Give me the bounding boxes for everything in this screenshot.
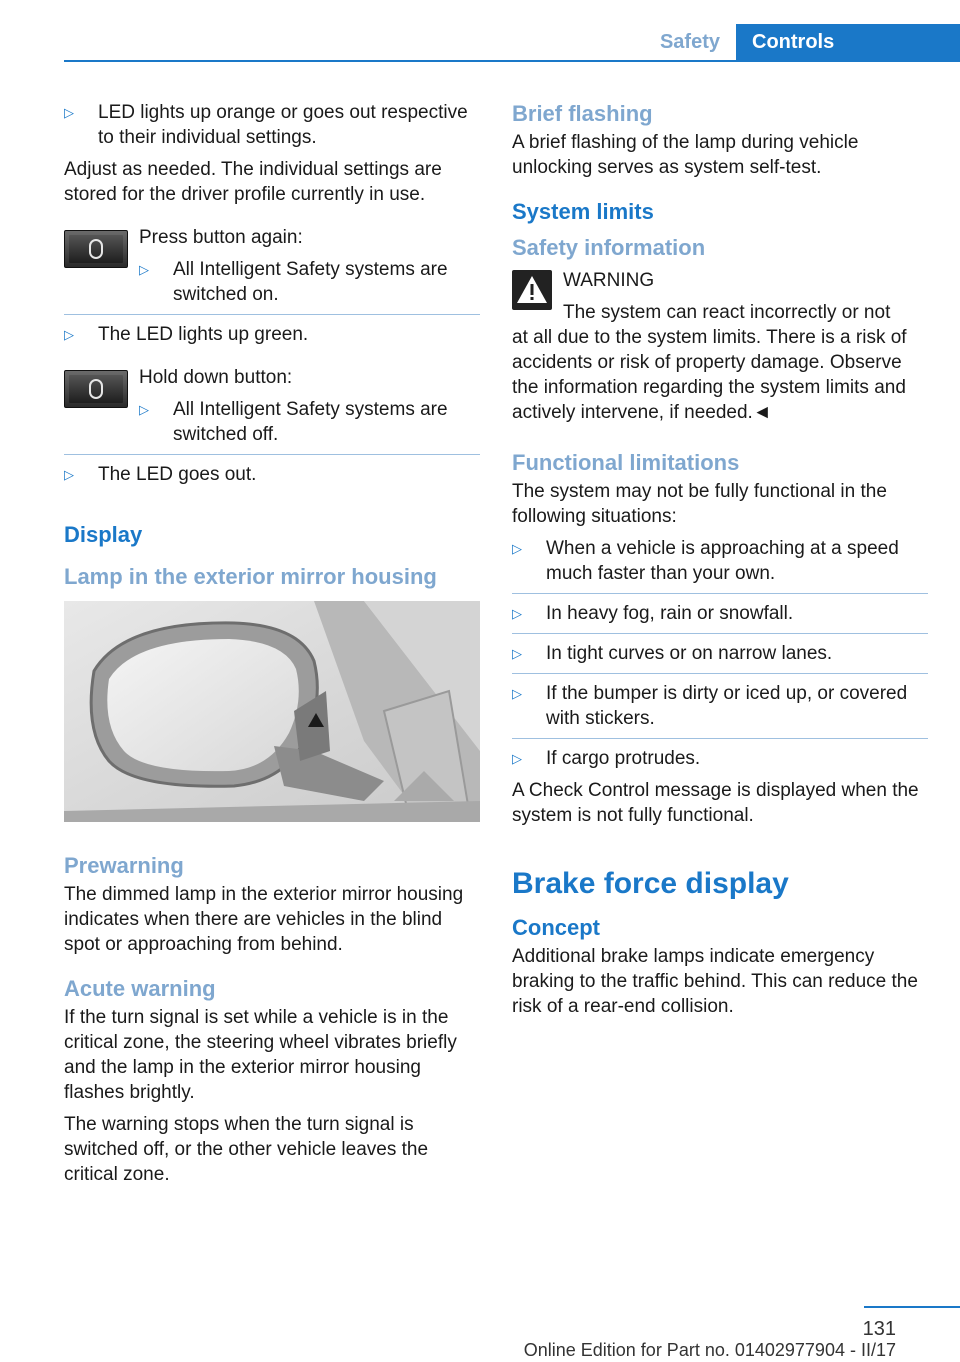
triangle-bullet-icon: ▷ bbox=[64, 467, 74, 482]
page-number: 131 bbox=[862, 1318, 896, 1340]
instruction-text: Hold down button: bbox=[139, 367, 293, 388]
divider bbox=[512, 673, 928, 674]
list-item: ▷ The LED goes out. bbox=[64, 464, 257, 485]
acute-warning-text: If the turn signal is set while a vehicle is in the critical zone, the steering wheel vibrates briefly and the lamp in the exterior mirror housing flashes brightly. bbox=[64, 1007, 457, 1103]
list-item: ▷ If cargo protrudes. bbox=[512, 748, 701, 769]
warning-body: at all due to the system limits. There is a risk of accidents or risk of property damage. Observe the information regarding the system limits and actively intervene, if needed.◄ bbox=[512, 327, 907, 423]
acute-warning-heading: Acute warning bbox=[64, 976, 216, 1001]
triangle-bullet-icon: ▷ bbox=[139, 262, 149, 277]
brief-flashing-text: A brief flashing of the lamp during vehicle unlocking serves as system self-test. bbox=[512, 132, 859, 178]
safety-information-heading: Safety information bbox=[512, 235, 706, 260]
check-control-text: A Check Control message is displayed when the system is not fully functional. bbox=[512, 780, 919, 826]
acute-warning-text-2: The warning stops when the turn signal is switched off, or the other vehicle leaves the critical zone. bbox=[64, 1114, 429, 1185]
brief-flashing-heading: Brief flashing bbox=[512, 101, 653, 126]
divider bbox=[512, 633, 928, 634]
list-item: ▷ The LED lights up green. bbox=[64, 324, 309, 345]
right-column bbox=[512, 100, 928, 1026]
button-instruction-on bbox=[64, 225, 480, 307]
section-tab: Safety bbox=[659, 31, 720, 53]
divider bbox=[512, 593, 928, 594]
list-item: ▷ If the bumper is dirty or iced up, or covered with stickers. bbox=[512, 683, 908, 729]
triangle-bullet-icon: ▷ bbox=[512, 751, 522, 766]
warning-label: WARNING bbox=[563, 270, 655, 291]
display-heading: Display bbox=[64, 522, 143, 547]
list-item: ▷ LED lights up orange or goes out respective to their individual settings. bbox=[64, 102, 468, 148]
triangle-bullet-icon: ▷ bbox=[64, 327, 74, 342]
paragraph: Adjust as needed. The individual settings are stored for the driver profile currently in use. bbox=[64, 159, 442, 205]
concept-text: Additional brake lamps indicate emergency braking to the traffic behind. This can reduce the risk of a rear-end collision. bbox=[512, 946, 918, 1017]
safety-button-icon bbox=[64, 370, 128, 408]
lamp-heading: Lamp in the exterior mirror housing bbox=[64, 564, 437, 589]
triangle-bullet-icon: ▷ bbox=[139, 402, 149, 417]
safety-button-icon bbox=[64, 230, 128, 268]
prewarning-heading: Prewarning bbox=[64, 853, 184, 878]
divider bbox=[64, 454, 480, 455]
edition-text: Online Edition for Part no. 01402977904 - II/17 bbox=[523, 1340, 896, 1360]
left-column bbox=[64, 100, 480, 1194]
triangle-bullet-icon: ▷ bbox=[512, 541, 522, 556]
chapter-tab: Controls bbox=[736, 24, 960, 60]
brake-force-heading: Brake force display bbox=[512, 867, 789, 900]
list-item: ▷ When a vehicle is approaching at a speed much faster than your own. bbox=[512, 538, 899, 584]
triangle-bullet-icon: ▷ bbox=[512, 686, 522, 701]
system-limits-heading: System limits bbox=[512, 199, 654, 224]
list-item: ▷ In tight curves or on narrow lanes. bbox=[512, 643, 833, 664]
exterior-mirror-image bbox=[64, 601, 480, 822]
warning-block bbox=[512, 268, 928, 325]
warning-first-line: The system can react incorrectly or not bbox=[563, 302, 891, 323]
footer-divider bbox=[864, 1306, 960, 1308]
triangle-bullet-icon: ▷ bbox=[64, 105, 74, 120]
triangle-bullet-icon: ▷ bbox=[512, 646, 522, 661]
functional-limitations-text: The system may not be fully functional in the following situations: bbox=[512, 481, 887, 527]
instruction-text: Press button again: bbox=[139, 227, 303, 248]
page-header bbox=[64, 24, 960, 62]
divider bbox=[64, 314, 480, 315]
list-item: ▷ In heavy fog, rain or snowfall. bbox=[512, 603, 794, 624]
list-item: ▷ All Intelligent Safety systems are switched on. bbox=[139, 259, 448, 305]
prewarning-text: The dimmed lamp in the exterior mirror housing indicates when there are vehicles in the blind spot or approaching from behind. bbox=[64, 884, 464, 955]
button-instruction-off bbox=[64, 365, 480, 447]
concept-heading: Concept bbox=[512, 915, 600, 940]
divider bbox=[512, 738, 928, 739]
warning-triangle-icon bbox=[512, 270, 552, 310]
triangle-bullet-icon: ▷ bbox=[512, 606, 522, 621]
functional-limitations-heading: Functional limitations bbox=[512, 450, 740, 475]
list-item: ▷ All Intelligent Safety systems are switched off. bbox=[139, 399, 448, 445]
